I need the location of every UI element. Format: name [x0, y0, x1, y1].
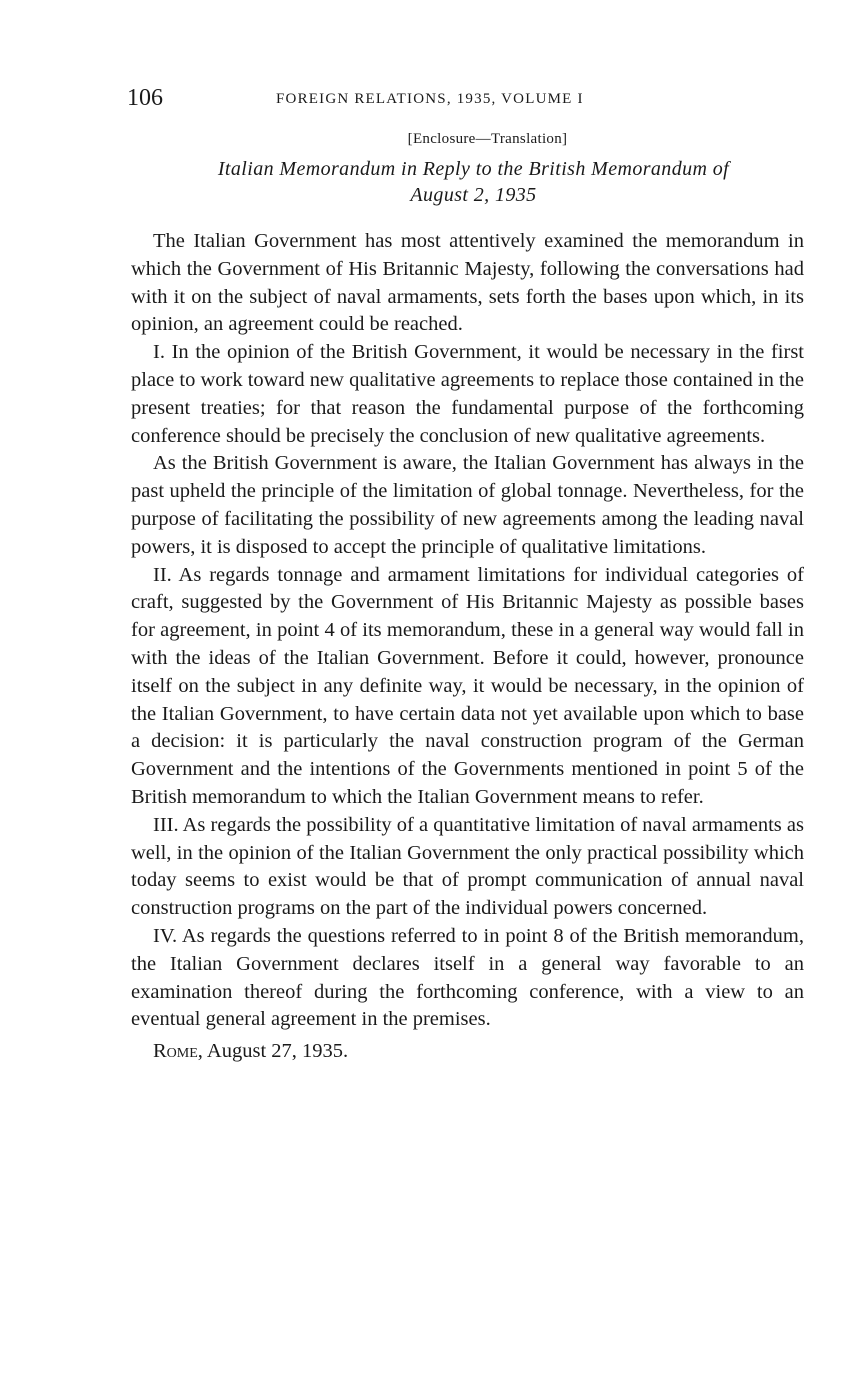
running-head [127, 84, 804, 112]
signoff [153, 1038, 804, 1066]
memorandum-body [131, 228, 804, 1034]
paragraph-point-2: II. As regards tonnage and armament limitations for individual categories of craft, suggested by the Government of His Britannic Majesty as possible bases for agreement, in point 4 of its memorandum, these in a general way would fall in with the ideas of the Italian Government. Before it could, however, pronounce itself on the subject in any definite way, it would be necessary, in the opinion of the Italian Government, to have certain data not yet available upon which to base a decision: it is particularly the naval construction program of the German Government and the intentions of the Governments mentioned in point 5 of the British memorandum to which the Italian Government means to refer. [131, 563, 804, 808]
document-title-line-1: Italian Memorandum in Reply to the British Memorandum of [217, 158, 730, 180]
paragraph-point-3: III. As regards the possibility of a quantitative limitation of naval armaments as well, in the opinion of the Italian Government the only practical possibility which today seems to exist would be that of prompt communication of annual naval construction programs on the part of the individual powers concerned. [131, 813, 804, 920]
paragraph-point-1-continued: As the British Government is aware, the Italian Government has always in the past upheld the principle of the limitation of global tonnage. Nevertheless, for the purpose of facilitating the possibility of new agreements among the leading naval powers, it is disposed to accept the principle of qualitative limitations. [131, 452, 804, 558]
paragraph-point-1: I. In the opinion of the British Government, it would be necessary in the first place to work toward new qualitative agreements to replace those contained in the present treaties; for that reason the fundamental purpose of the forthcoming conference should be precisely the conclusion of new qualitative agreements. [131, 341, 804, 447]
paragraph-intro: The Italian Government has most attentively examined the memorandum in which the Government of His Britannic Majesty, following the conversations had with it on the subject of naval armaments, sets forth the bases upon which, in its opinion, an agreement could be reached. [131, 230, 804, 336]
enclosure-label: [Enclosure—Translation] [407, 131, 568, 147]
signoff-place: Rome [153, 1040, 198, 1063]
page-number: 106 [127, 85, 163, 111]
signoff-date: , August 27, 1935. [197, 1040, 349, 1063]
paragraph-point-4: IV. As regards the questions referred to in point 8 of the British memorandum, the Italian Government declares itself in a general way favorable to an examination thereof during the forthcoming conference, with a view to an eventual general agreement in the premises. [131, 924, 804, 1031]
document-title-line-2: August 2, 1935 [410, 184, 537, 206]
document-title [143, 156, 804, 208]
document-page [127, 84, 804, 1066]
running-head-title: FOREIGN RELATIONS, 1935, VOLUME I [276, 91, 584, 107]
